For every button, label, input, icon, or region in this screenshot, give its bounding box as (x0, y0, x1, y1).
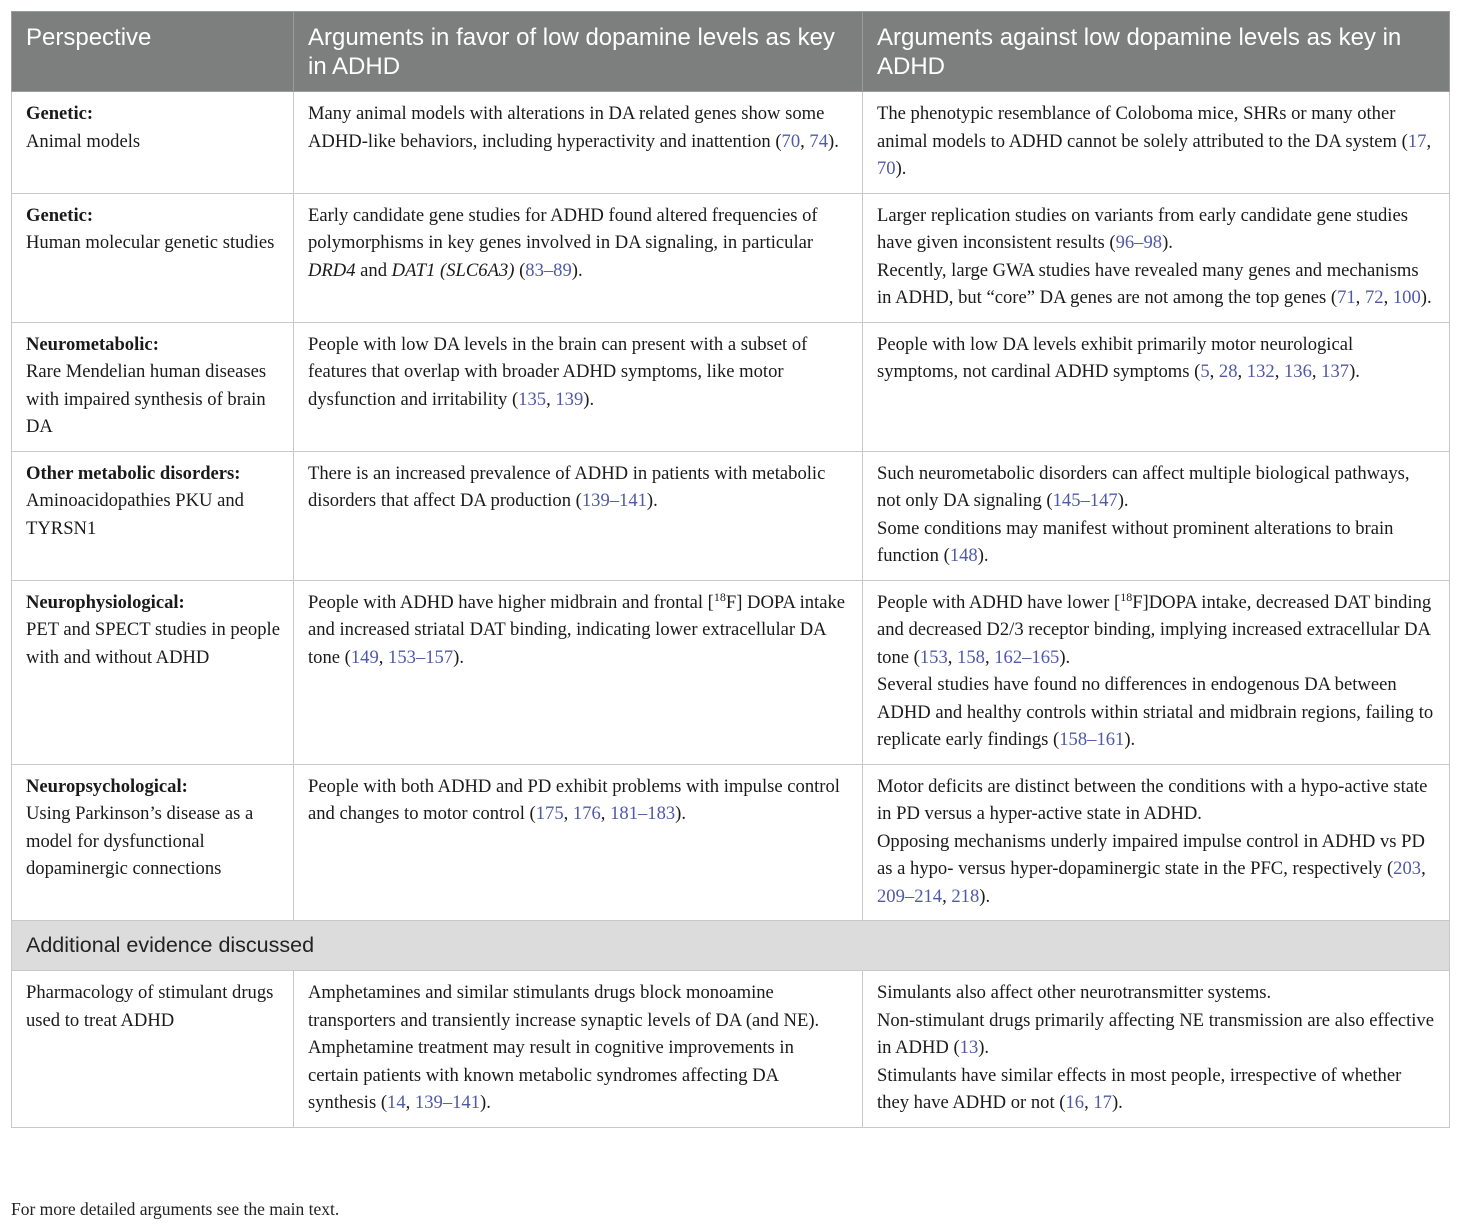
favor-cell (294, 971, 863, 1128)
separator: , (1209, 361, 1219, 382)
perspective-subtitle: Using Parkinson’s disease as a model for dysfunctional dopaminergic connections (26, 803, 254, 879)
perspective-title: Neurophysiological: (26, 591, 185, 613)
against-cell (863, 764, 1450, 921)
against-text: Recently, large GWA studies have revealed many genes and mechanisms in ADHD, but “core” DA genes are not among the top genes ( (877, 259, 1419, 308)
separator: , (942, 885, 952, 907)
reference-link[interactable]: 139–141 (581, 490, 647, 511)
against-text: F]DOPA intake, decreased DAT binding and decreased D2/3 receptor binding, implying increased extracellular DA tone ( (877, 591, 1432, 668)
perspective-title: Other metabolic disorders: (26, 462, 241, 484)
header-arguments-favor: Arguments in favor of low dopamine levels as key in ADHD (294, 12, 863, 92)
against-cell (863, 971, 1450, 1128)
reference-link[interactable]: 175 (535, 803, 564, 824)
against-text: Opposing mechanisms underly impaired impulse control in ADHD vs PD as a hypo- versus hyper-dopaminergic state in the PFC, respectively ( (877, 830, 1425, 879)
reference-link[interactable]: 16 (1065, 1092, 1085, 1113)
against-text: ). (1162, 232, 1173, 253)
perspective-subtitle: Rare Mendelian human diseases with impaired synthesis of brain DA (26, 361, 267, 437)
against-text: People with ADHD have lower [ (877, 591, 1121, 613)
section-row (12, 921, 1450, 971)
perspective-title: Genetic: (26, 204, 94, 226)
against-paragraph (877, 671, 1436, 754)
against-text: ). (1420, 287, 1432, 308)
separator: , (1311, 361, 1322, 382)
perspective-cell (12, 971, 294, 1128)
separator: , (600, 803, 611, 824)
reference-link[interactable]: 70 (877, 158, 896, 179)
favor-text: Many animal models with alterations in DA related genes show some ADHD-like behaviors, including hyperactivity and inattention ( (308, 103, 825, 152)
table-row (12, 451, 1450, 580)
reference-link[interactable]: 100 (1392, 287, 1421, 308)
against-text: Stimulants have similar effects in most people, irrespective of whether they have ADHD or not ( (877, 1064, 1402, 1113)
against-text: Non-stimulant drugs primarily affecting NE transmission are also effective in ADHD ( (877, 1009, 1434, 1058)
reference-link[interactable]: 74 (809, 130, 828, 152)
reference-link[interactable]: 145–147 (1052, 490, 1118, 511)
favor-cell (294, 451, 863, 580)
table-row (12, 193, 1450, 322)
reference-link[interactable]: 137 (1321, 361, 1350, 382)
table-container (11, 11, 1449, 1128)
against-text: ). (1349, 361, 1360, 382)
separator: , (1421, 858, 1426, 879)
separator: , (800, 130, 810, 152)
against-text: People with low DA levels exhibit primarily motor neurological symptoms, not cardinal ADHD symptoms ( (877, 333, 1354, 382)
favor-paragraph: Amphetamines and similar stimulants drugs block monoamine transporters and transiently increase synaptic levels of DA (and NE). (308, 982, 820, 1031)
reference-link[interactable]: 148 (949, 545, 978, 566)
against-paragraph (877, 515, 1436, 570)
favor-text: and (355, 259, 392, 281)
reference-link[interactable]: 28 (1218, 361, 1238, 382)
favor-text: F] DOPA intake and increased striatal DAT binding, indicating lower extracellular DA tone ( (308, 591, 846, 668)
reference-link[interactable]: 17 (1093, 1092, 1112, 1113)
separator: , (947, 646, 958, 668)
against-paragraph (877, 460, 1436, 515)
against-text: Several studies have found no differences in endogenous DA between ADHD and healthy controls within striatal and midbrain regions, failing to replicate early findings ( (877, 674, 1434, 750)
reference-link[interactable]: 149 (350, 646, 379, 668)
favor-text: There is an increased prevalence of ADHD in patients with metabolic disorders that affect DA production ( (308, 462, 826, 511)
reference-link[interactable]: 162–165 (994, 646, 1060, 668)
reference-link[interactable]: 158 (957, 646, 985, 668)
against-text: ). (1117, 490, 1129, 511)
gene-name: DRD4 (308, 259, 356, 281)
favor-text: People with both ADHD and PD exhibit problems with impulse control and changes to motor control ( (308, 775, 840, 824)
reference-link[interactable]: 13 (959, 1037, 979, 1058)
against-text: ). (977, 545, 989, 566)
against-text: The phenotypic resemblance of Coloboma mice, SHRs or many other animal models to ADHD cannot be solely attributed to the DA system ( (877, 103, 1408, 152)
against-text: ). (1059, 646, 1071, 668)
against-text: ). (1124, 729, 1136, 750)
header-arguments-against: Arguments against low dopamine levels as key in ADHD (863, 12, 1450, 92)
perspective-cell (12, 92, 294, 194)
separator: , (378, 646, 389, 668)
against-paragraph: Motor deficits are distinct between the conditions with a hypo-active state in PD versus a hyper-active state in ADHD. (877, 775, 1428, 824)
separator: , (563, 803, 573, 824)
isotope-superscript: 18 (713, 589, 726, 604)
table-footnote: For more detailed arguments see the main text. (11, 1199, 340, 1219)
favor-text: ). (675, 803, 687, 824)
against-cell (863, 580, 1450, 764)
favor-text: ). (828, 130, 839, 152)
favor-cell (294, 764, 863, 921)
against-paragraph (877, 1062, 1436, 1117)
against-paragraph (877, 202, 1436, 257)
against-cell (863, 193, 1450, 322)
perspective-title: Genetic: (26, 103, 94, 124)
separator: , (1383, 287, 1393, 308)
perspective-cell (12, 580, 294, 764)
against-paragraph: Simulants also affect other neurotransmitter systems. (877, 982, 1272, 1003)
perspective-subtitle: Pharmacology of stimulant drugs used to treat ADHD (26, 982, 274, 1031)
table-row (12, 971, 1450, 1128)
table-row (12, 764, 1450, 921)
against-paragraph (877, 257, 1436, 312)
favor-text: People with low DA levels in the brain can present with a subset of features that overlap with broader ADHD symptoms, like motor dysfunction and irritability ( (308, 333, 808, 410)
against-text: ). (1111, 1092, 1123, 1113)
separator: , (1084, 1092, 1094, 1113)
reference-link[interactable]: 5 (1200, 361, 1210, 382)
reference-link[interactable]: 17 (1407, 130, 1427, 152)
favor-text: People with ADHD have higher midbrain and frontal [ (308, 591, 714, 613)
perspective-subtitle: Animal models (26, 130, 141, 152)
reference-link[interactable]: 209–214 (877, 885, 943, 907)
separator: , (405, 1092, 415, 1113)
against-paragraph (877, 589, 1436, 672)
isotope-superscript: 18 (1120, 589, 1133, 604)
table-row (12, 322, 1450, 451)
against-text: Some conditions may manifest without prominent alterations to brain function ( (877, 517, 1394, 566)
against-cell (863, 92, 1450, 194)
reference-link[interactable]: 139 (555, 388, 584, 410)
favor-text: Amphetamine treatment may result in cognitive improvements in certain patients with known metabolic syndromes affecting DA synthesis ( (308, 1037, 794, 1113)
reference-link[interactable]: 72 (1364, 287, 1384, 308)
reference-link[interactable]: 136 (1283, 361, 1312, 382)
favor-text: Early candidate gene studies for ADHD found altered frequencies of polymorphisms in key genes involved in DA signaling, in particular (308, 204, 818, 253)
favor-cell (294, 580, 863, 764)
against-cell (863, 322, 1450, 451)
reference-link[interactable]: 203 (1393, 858, 1422, 879)
favor-cell (294, 92, 863, 194)
gene-name: DAT1 (SLC6A3) (391, 259, 515, 281)
section-heading: Additional evidence discussed (12, 921, 1450, 971)
against-text: ). (979, 885, 991, 907)
favor-paragraph (308, 1034, 849, 1117)
reference-link[interactable]: 158–161 (1059, 729, 1125, 750)
reference-link[interactable]: 83–89 (525, 259, 572, 281)
reference-link[interactable]: 153 (919, 646, 948, 668)
favor-text: ). (646, 490, 658, 511)
against-text: ). (978, 1037, 990, 1058)
separator: , (1274, 361, 1284, 382)
against-text: Larger replication studies on variants from early candidate gene studies have given inconsistent results ( (877, 204, 1408, 253)
reference-link[interactable]: 96–98 (1115, 232, 1163, 253)
reference-link[interactable]: 135 (518, 388, 547, 410)
evidence-table (11, 11, 1450, 1128)
favor-text: ). (583, 388, 595, 410)
separator: , (1426, 130, 1432, 152)
reference-link[interactable]: 153–157 (388, 646, 454, 668)
against-paragraph (877, 828, 1436, 911)
perspective-cell (12, 764, 294, 921)
reference-link[interactable]: 181–183 (610, 803, 676, 824)
table-row (12, 92, 1450, 194)
separator: , (1355, 287, 1365, 308)
separator: , (546, 388, 556, 410)
table-header-row (12, 12, 1450, 92)
favor-cell (294, 193, 863, 322)
favor-text: ). (453, 646, 464, 668)
favor-cell (294, 322, 863, 451)
perspective-subtitle: Aminoacidopathies PKU and TYRSN1 (26, 490, 244, 539)
reference-link[interactable]: 218 (951, 885, 980, 907)
perspective-subtitle: PET and SPECT studies in people with and without ADHD (26, 619, 280, 668)
reference-link[interactable]: 71 (1337, 287, 1356, 308)
against-text: ). (895, 158, 907, 179)
separator: , (1237, 361, 1247, 382)
favor-text: ( (514, 259, 526, 281)
perspective-title: Neurometabolic: (26, 333, 159, 355)
favor-text: ). (480, 1092, 491, 1113)
header-perspective: Perspective (12, 12, 294, 92)
reference-link[interactable]: 139–141 (414, 1092, 480, 1113)
perspective-cell (12, 451, 294, 580)
perspective-cell (12, 322, 294, 451)
perspective-subtitle: Human molecular genetic studies (26, 232, 275, 253)
reference-link[interactable]: 14 (387, 1092, 406, 1113)
reference-link[interactable]: 176 (572, 803, 601, 824)
reference-link[interactable]: 70 (781, 130, 801, 152)
table-row (12, 580, 1450, 764)
against-text: Such neurometabolic disorders can affect multiple biological pathways, not only DA signaling ( (877, 462, 1410, 511)
against-paragraph (877, 1007, 1436, 1062)
against-cell (863, 451, 1450, 580)
separator: , (984, 646, 995, 668)
perspective-cell (12, 193, 294, 322)
favor-text: ). (571, 259, 583, 281)
reference-link[interactable]: 132 (1246, 361, 1275, 382)
perspective-title: Neuropsychological: (26, 775, 188, 797)
